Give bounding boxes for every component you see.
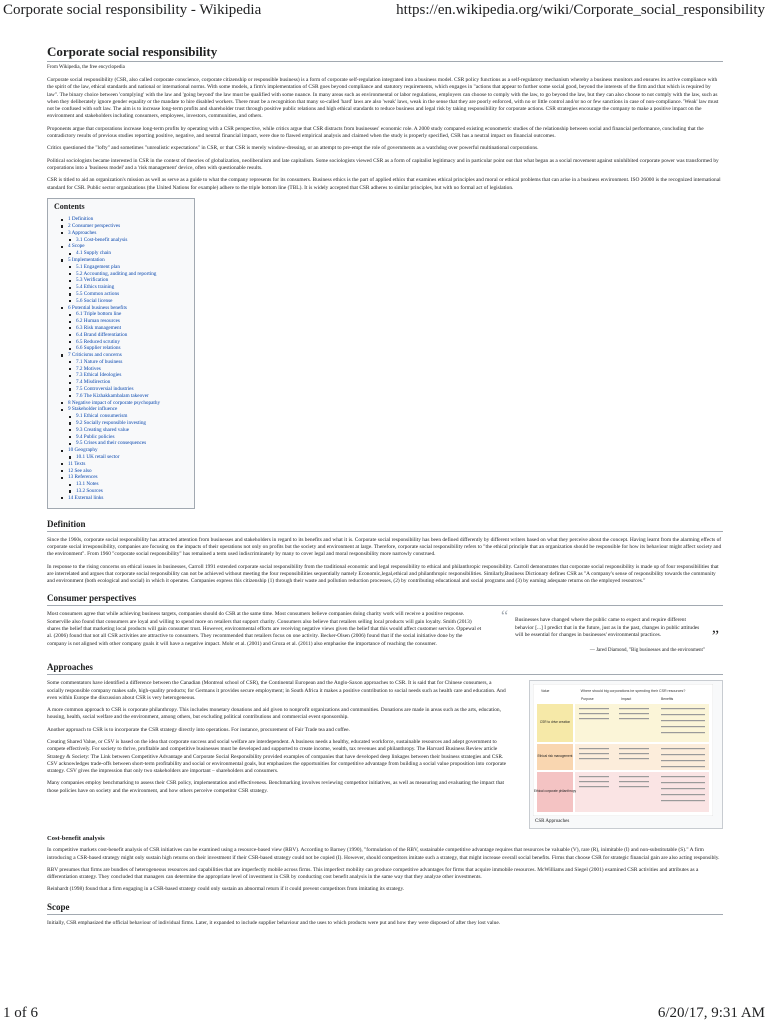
intro-paragraph: Political sociologists became interested in CSR in the context of theories of globalization, neoliberalism and late capitalism. Some sociologists viewed CSR as a form of capitalist legitimacy and in particular point out that what began as a social movement against uninhibited corporate power was transformed by corporations into a 'business model' and a 'risk management' device, often with questionable results. <box>47 157 719 171</box>
toc-link[interactable]: 5.3 Verification <box>76 277 109 284</box>
intro-paragraph: Corporate social responsibility (CSR, also called corporate conscience, corporate citizenship or responsible business) is a form of corporate self-regulation integrated into a business model. CSR policy functions as a self-regulatory mechanism whereby a business monitors and ensures its active compliance with the spirit of the law, ethical standards and national or international norms. With some models, a firm's implementation of CSR goes beyond compliance and statutory requirements, which engages in "actions that appear to further some social good, beyond the interests of the firm and that which is required by law". The binary choice between 'complying' with the law and 'going beyond' the law must be qualified with some nuance. In many areas such as environmental or labor regulations, employers can choose to comply with the law, to go beyond the law, but they can also choose to not comply with the law, such as when they deliberately ignore gender equality or the mandate to hire disabled workers. There must be a recognition that many so-called 'hard' laws are also 'weak' laws, weak in the sense that they are poorly enforced, with no or little control and/or no or few sanctions in case of non-compliance. 'Weak' law must not be confused with soft law. The aim is to increase long-term profits and shareholder trust through positive public relations and high ethical standards to reduce business and legal risk by taking responsibility for corporate actions. CSR strategies encourage the company to make a positive impact on the environment and stakeholders including consumers, employees, investors, communities, and others. <box>47 77 719 120</box>
section-heading-cost-benefit: Cost-benefit analysis <box>47 835 105 843</box>
figure-row-label: Ethical corporate philanthropy <box>533 789 577 794</box>
toc-link[interactable]: 6.6 Supplier relations <box>76 345 121 352</box>
toc-item[interactable] <box>54 386 188 393</box>
quote-attribution: — Jared Diamond, "Big businesses and the environment" <box>589 648 705 654</box>
section-heading-definition: Definition <box>47 519 723 532</box>
figure-text-line <box>579 708 609 709</box>
toc-item[interactable] <box>54 440 188 447</box>
toc-link[interactable]: 5.5 Common actions <box>76 290 120 297</box>
figure-text-line <box>661 760 705 761</box>
toc-item[interactable] <box>54 481 188 488</box>
page-title: Corporate social responsibility <box>47 44 723 62</box>
figure-text-line <box>661 800 705 801</box>
toc-item[interactable] <box>54 298 188 305</box>
toc-link[interactable]: 1 Definition <box>68 216 94 223</box>
consumer-paragraph: Most consumers agree that while achieving business targets, companies should do CSR at the same time. Most consumers believe companies doing charity work will receive a positive response. Somerville also found that consumers are loyal and willing to spend more on retailers that support charity. Consumers also believe that retailers selling local products will gain loyalty. Smith (2013) shares the belief that marketing local products will gain consumer trust. However, environmental efforts are receiving negative views given the belief that this would affect customer service. Oppewal et al. (2006) found that not all CSR activities are attractive to consumers. They recommended that retailers focus on one activity. Becker-Olsen (2006) found that if the social initiative done by the company is not aligned with other company goals it will have a negative impact. Mohr et al. (2001) and Groza et al. (2011) also emphasise the importance of reaching the consumer. <box>47 611 482 647</box>
toc-item[interactable] <box>54 339 188 346</box>
figure-text-line <box>579 776 609 777</box>
figure-heading: Where should big corporations be spending their CSR resources? <box>580 689 686 694</box>
figure-text-line <box>619 776 649 777</box>
toc-link[interactable]: 7.2 Motives <box>76 365 101 372</box>
toc-item[interactable] <box>54 311 188 318</box>
approaches-paragraph: A more common approach to CSR is corporate philanthropy. This includes monetary donations and aid given to nonprofit organizations and communities. Donations are made in areas such as the arts, education, housing, health, social welfare and the environment, among others, but excluding political contributions and commercial event sponsorship. <box>47 707 501 721</box>
toc-link[interactable]: 7 Criticisms and concerns <box>68 352 122 359</box>
toc-item[interactable] <box>54 216 188 223</box>
toc-item[interactable] <box>54 359 188 366</box>
toc-item[interactable] <box>54 325 188 332</box>
definition-paragraph: In response to the rising concerns on ethical issues in businesses, Carroll 1991 extended corporate social responsibility from the traditional economic and legal responsibility to ethical and philanthropic responsibility. Carroll demonstrates that corporate social responsibility is made up of four responsibilities that are interrelated and argues that corporate social responsibility can not be achieved without meeting the four responsibilities sequentially namely Economic,legal,ethical and philanthropic responsibilities. Similarly,Business Dictionary defines CSR as "A company's sense of responsibility towards the community and environment (both ecological and social) in which it operates. Companies express this citizenship (1) through their waste and pollution reduction processes, (2) by contributing educational and social programs and (3) by earning adequate returns on the employed resources." <box>47 563 719 585</box>
csr-approaches-diagram <box>533 684 713 816</box>
quote-box <box>497 608 723 654</box>
toc-item[interactable] <box>54 284 188 291</box>
approaches-paragraph: Some commentators have identified a difference between the Canadian (Montreal school of CSR), the Continental European and the Anglo-Saxon approaches to CSR. It is said that for Chinese consumers, a socially responsible company makes safe, high-quality products; for Germans it provides secure employment; in South Africa it makes a positive contribution to social needs such as health care and education. And even within Europe the discussion about CSR is very heterogeneous. <box>47 680 506 701</box>
figure-text-line <box>661 748 705 749</box>
cost-benefit-paragraph: In competitive markets cost-benefit analysis of CSR initiatives can be examined using a resource-based view (RBV). According to Barney (1990), "formulation of the RBV, sustainable competitive advantage requires that resources be valuable (V), rare (R), inimitable (I) and non-substitutable (S)." A firm introducing a CSR-based strategy might only sustain high returns on their investment if their CSR-based strategy could not be copied (I). However, should competitors imitate such a strategy, that might increase overall social benefits. Firms that choose CSR for strategic financial gain are also acting responsibly. <box>47 847 720 861</box>
toc-item[interactable] <box>54 434 188 441</box>
figure-text-line <box>619 753 649 754</box>
approaches-paragraph: Many companies employ benchmarking to assess their CSR policy, implementation and effectiveness. Benchmarking involves reviewing competitor initiatives, as well as measuring and evaluating the impact that those policies have on society and the environment, and how others perceive competitor CSR strategy. <box>47 780 505 794</box>
print-datetime: 6/20/17, 9:31 AM <box>657 1005 765 1021</box>
figure-text-line <box>579 758 609 759</box>
toc-item[interactable] <box>54 250 188 257</box>
toc-link[interactable]: 11 Texts <box>68 460 86 467</box>
toc-link[interactable]: 3 Approaches <box>68 229 97 236</box>
figure-text-line <box>579 748 609 749</box>
toc-link[interactable]: 5.1 Engagement plan <box>76 263 120 270</box>
toc-item[interactable] <box>54 461 188 468</box>
toc-link[interactable]: 10 Geography <box>68 447 98 454</box>
toc-link[interactable]: 4.1 Supply chain <box>76 250 112 257</box>
toc-link[interactable]: 9.1 Ethical consumerism <box>76 413 128 420</box>
figure-column-label: Benefits <box>661 697 674 702</box>
section-heading-consumer-perspectives: Consumer perspectives <box>47 593 723 606</box>
figure-text-line <box>619 786 649 787</box>
figure-row-band <box>575 772 709 812</box>
toc-item[interactable] <box>54 393 188 400</box>
figure-row <box>537 744 709 770</box>
toc-link[interactable]: 9 Stakeholder influence <box>68 406 118 413</box>
figure-text-line <box>661 782 705 783</box>
toc-link[interactable]: 14 External links <box>68 494 104 501</box>
csr-approaches-figure[interactable] <box>529 680 723 829</box>
figure-text-line <box>619 781 649 782</box>
figure-text-line <box>661 754 705 755</box>
toc-link[interactable]: 12 See also <box>68 467 92 474</box>
page-counter: 1 of 6 <box>3 1005 38 1021</box>
toc-link[interactable]: 6 Potential business benefits <box>68 304 127 311</box>
figure-text-line <box>661 794 705 795</box>
toc-item[interactable] <box>54 454 188 461</box>
toc-item[interactable] <box>54 495 188 502</box>
toc-item[interactable] <box>54 488 188 495</box>
toc-link[interactable]: 6.4 Brand differentiation <box>76 331 128 338</box>
toc-link[interactable]: 2 Consumer perspectives <box>68 222 121 229</box>
toc-item[interactable] <box>54 223 188 230</box>
toc-link[interactable]: 6.3 Risk management <box>76 324 122 331</box>
toc-item[interactable] <box>54 257 188 264</box>
toc-link[interactable]: 9.5 Crises and their consequences <box>76 440 147 447</box>
toc-item[interactable] <box>54 427 188 434</box>
toc-item[interactable] <box>54 332 188 339</box>
figure-row-label: Ethical risk management <box>537 754 573 759</box>
toc-item[interactable] <box>54 413 188 420</box>
toc-item[interactable] <box>54 264 188 271</box>
intro-paragraph: Proponents argue that corporations increase long-term profits by operating with a CSR perspective, while critics argue that CSR distracts from businesses' economic role. A 2000 study compared existing econometric studies of the relationship between social and financial performance, concluding that the contradictory results of previous studies reporting positive, negative, and neutral financial impact, were due to flawed empirical analysis and claimed when the study is properly specified, CSR has a neutral impact on financial outcomes. <box>47 125 704 140</box>
toc-link[interactable]: 5.6 Social license <box>76 297 113 304</box>
figure-text-line <box>579 753 609 754</box>
figure-text-line <box>579 786 609 787</box>
page-subtitle: From Wikipedia, the free encyclopedia <box>47 65 125 70</box>
toc-link[interactable]: 13.2 Sources <box>76 488 103 495</box>
figure-text-line <box>619 758 649 759</box>
toc-link[interactable]: 9.3 Creating shared value <box>76 426 130 433</box>
toc-item[interactable] <box>54 277 188 284</box>
figure-text-line <box>619 718 649 719</box>
figure-caption: CSR Approaches <box>535 819 570 825</box>
definition-paragraph: Since the 1960s, corporate social responsibility has attracted attention from businesses and stakeholders in regard to its benefits and what it is. Corporate social responsibility has been defined differently by different writers based on what they perceive about the concept. Having learnt from the alarming effects of corporate social irresponsibility, companies are focusing on the impacts of their operations not only on profits but the society and environment at large. Therefore, corporate social responsibility refers to "the ethical principle that an organization should be responsible for how its behaviour might affect society and the environment". From 1960 "corporate social responsibility" has remained a term used indiscriminately by many to cover legal and moral responsibility more narrowly construed. <box>47 536 722 558</box>
toc-item[interactable] <box>54 305 188 312</box>
toc-item[interactable] <box>54 230 188 237</box>
toc-link[interactable]: 6.1 Triple bottom line <box>76 311 122 318</box>
toc-item[interactable] <box>54 406 188 413</box>
toc-link[interactable]: 7.4 Misdirection <box>76 379 111 386</box>
scope-paragraph: Initially, CSR emphasized the official behaviour of individual firms. Later, it expanded to include supplier behaviour and the uses to which products were put and how they were disposed of after they lost value. <box>47 919 501 926</box>
figure-text-line <box>661 726 705 727</box>
figure-text-line <box>661 720 705 721</box>
toc-link[interactable]: 5.2 Accounting, auditing and reporting <box>76 270 157 277</box>
cost-benefit-paragraph: Reinhardt (1998) found that a firm engaging in a CSR-based strategy could only sustain an abnormal return if it could prevent competitors from imitating its strategy. <box>47 886 405 893</box>
toc-item[interactable] <box>54 291 188 298</box>
toc-link[interactable]: 8 Negative impact of corporate psychopathy <box>68 399 161 406</box>
article-content <box>47 44 723 932</box>
toc-link[interactable]: 5 Implementation <box>68 256 105 263</box>
toc-link[interactable]: 7.6 The Kizhakkambalam takeover <box>76 392 149 399</box>
quote-text: Businesses have changed where the public came to expect and require different behavior [...] I predict that in the future, just as in the past, changes in public attitudes will be essential for changes in businesses' environmental practices. <box>515 617 700 638</box>
figure-column-label: Value <box>541 689 550 694</box>
toc-item[interactable] <box>54 271 188 278</box>
figure-text-line <box>619 713 649 714</box>
browser-title: Corporate social responsibility - Wikipedia <box>3 2 262 18</box>
toc-item[interactable] <box>54 243 188 250</box>
figure-column-label: Impact <box>621 697 632 702</box>
toc-item[interactable] <box>54 372 188 379</box>
toc-link[interactable]: 7.3 Ethical Ideologies <box>76 372 122 379</box>
figure-text-line <box>661 708 705 709</box>
figure-row-band <box>575 704 709 742</box>
figure-row <box>534 772 709 812</box>
intro-paragraph: Critics questioned the "lofty" and sometimes "unrealistic expectations" in CSR, or that CSR is merely window-dressing, or an attempt to pre-empt the role of governments as a watchdog over powerful multinational corporations. <box>47 145 539 152</box>
toc-item[interactable] <box>54 474 188 481</box>
toc-item[interactable] <box>54 379 188 386</box>
toc-link[interactable]: 6.2 Human resources <box>76 318 120 325</box>
figure-text-line <box>579 781 609 782</box>
toc-list <box>54 216 188 501</box>
figure-text-line <box>661 766 705 767</box>
toc-item[interactable] <box>54 352 188 359</box>
figure-row-label: CSR to drive creation <box>539 720 571 725</box>
approaches-paragraph: Another approach to CSR is to incorporate the CSR strategy directly into operations. For instance, procurement of Fair Trade tea and coffee. <box>47 726 350 733</box>
figure-text-line <box>661 788 705 789</box>
toc-item[interactable] <box>54 345 188 352</box>
toc-link[interactable]: 3.1 Cost-benefit analysis <box>76 236 128 243</box>
section-heading-scope: Scope <box>47 902 723 915</box>
open-quote-icon: “ <box>501 608 509 626</box>
figure-row <box>537 704 709 742</box>
figure-text-line <box>579 713 609 714</box>
browser-url[interactable]: https://en.wikipedia.org/wiki/Corporate_social_responsibility <box>396 2 765 18</box>
toc-link[interactable]: 13.1 Notes <box>76 481 99 488</box>
toc-item[interactable] <box>54 366 188 373</box>
approaches-paragraph: Creating Shared Value, or CSV is based on the idea that corporate success and social welfare are interdependent. A business needs a healthy, educated workforce, sustainable resources and adept government to compete effectively. For society to thrive, profitable and competitive businesses must be developed and supported to create income, wealth, tax revenues and philanthropy. The Harvard Business Review article Strategy & Society: The Link between Competitive Advantage and Corporate Social Responsibility provided examples of companies that have developed deep linkages between their business strategies and CSR. CSV acknowledges trade-offs between short-term profitability and social or environmental goals, but emphasizes the opportunities for competitive advantage from building a social value proposition into corporate strategy. CSV gives the impression that only two stakeholders are important – shareholders and consumers. <box>47 739 507 775</box>
cost-benefit-paragraph: RBV presumes that firms are bundles of heterogeneous resources and capabilities that are imperfectly mobile across firms. This imperfect mobility can produce competitive advantages for firms that acquire immobile resources. McWilliams and Siegel (2001) examined CSR activities and attributes as a differentiation strategy. They concluded that managers can determine the appropriate level of investment in CSR by conducting cost benefit analysis in the same way that they analyze other investments. <box>47 866 699 881</box>
toc-link[interactable]: 5.4 Ethics training <box>76 284 115 291</box>
table-of-contents <box>47 198 195 509</box>
toc-item[interactable] <box>54 318 188 325</box>
toc-link[interactable]: 13 References <box>68 474 98 481</box>
toc-link[interactable]: 6.5 Reduced scrutiny <box>76 338 120 345</box>
toc-title: Contents <box>54 201 85 211</box>
figure-text-line <box>619 748 649 749</box>
close-quote-icon: ” <box>711 628 719 646</box>
figure-text-line <box>661 714 705 715</box>
toc-link[interactable]: 7.5 Controversial industries <box>76 386 134 393</box>
figure-text-line <box>619 708 649 709</box>
figure-text-line <box>661 732 705 733</box>
toc-link[interactable]: 9.2 Socially responsible investing <box>76 420 147 427</box>
toc-item[interactable] <box>54 237 188 244</box>
toc-link[interactable]: 7.1 Nature of business <box>76 358 123 365</box>
toc-link[interactable]: 10.1 UK retail sector <box>76 454 120 461</box>
toc-link[interactable]: 9.4 Public policies <box>76 433 115 440</box>
figure-column-label: Purpose <box>581 697 594 702</box>
intro-paragraph: CSR is titled to aid an organization's mission as well as serve as a guide to what the company represents for its consumers. Business ethics is the part of applied ethics that examines ethical principles and moral or ethical problems that can arise in a business environment. ISO 26000 is the recognized international standard for CSR. Public sector organizations (the United Nations for example) adhere to the triple bottom line (TBL). It is widely accepted that CSR adheres to similar principles, but with no formal act of legislation. <box>47 177 721 191</box>
toc-item[interactable] <box>54 420 188 427</box>
section-heading-approaches: Approaches <box>47 662 723 675</box>
toc-link[interactable]: 4 Scope <box>68 243 85 250</box>
figure-text-line <box>661 776 705 777</box>
toc-item[interactable] <box>54 447 188 454</box>
figure-text-line <box>579 718 609 719</box>
